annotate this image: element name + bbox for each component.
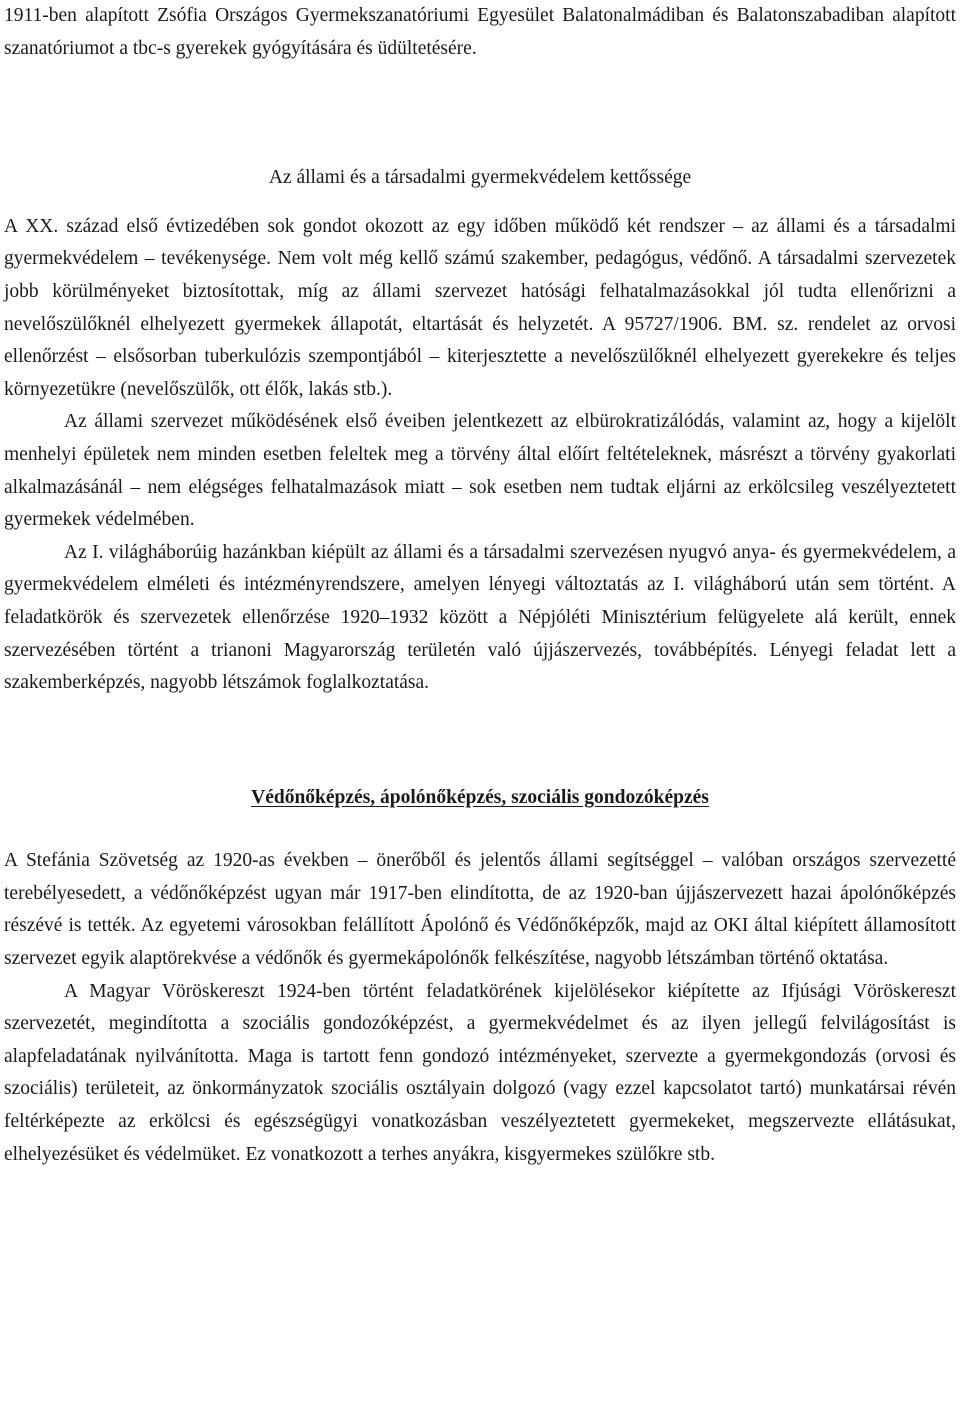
body-paragraph: Az I. világháborúig hazánkban kiépült az állami és a társadalmi szervezésen nyugvó anya- és gyermekvédelem, a gyermekvédelem elméleti és intézményrendszere, amelyen lényegi változtatás az I. világháború után sem történt. A feladatkörök és szervezetek ellenőrzése 1920–1932 között a Népjóléti Minisztérium felügyelete alá került, ennek szervezésében történt a trianoni Magyarország területén való újjászervezés, továbbépítés. Lényegi feladat lett a szakemberképzés, nagyobb létszámok foglalkoztatása. bbox=[4, 541, 956, 694]
intro-paragraph: 1911-ben alapított Zsófia Országos Gyermekszanatóriumi Egyesület Balatonalmádiban és Balatonszabadiban alapított szanatóriumot a tbc-s gyerekek gyógyítására és üdültetésére. bbox=[4, 5, 956, 59]
body-paragraph: A XX. század első évtizedében sok gondot okozott az egy időben működő két rendszer – az állami és a társadalmi gyermekvédelem – tevékenysége. Nem volt még kellő számú szakember, pedagógus, védőnő. A társadalmi szervezetek jobb körülményeket biztosítottak, míg az állami szervezet hatósági felhatalmazásokkal jól tudta ellenőrizni a nevelőszülőknél elhelyezett gyermekek állapotát, eltartását és helyzetét. A 95727/1906. BM. sz. rendelet az orvosi ellenőrzést – elsősorban tuberkulózis szempontjából – kiterjesztette a nevelőszülőknél elhelyezett gyerekekre és teljes környezetükre (nevelőszülők, ott élők, lakás stb.). bbox=[4, 215, 956, 400]
section-heading-nurse-training: Védőnőképzés, ápolónőképzés, szociális gondozóképzés bbox=[251, 786, 709, 808]
body-paragraph: Az állami szervezet működésének első éveiben jelentkezett az elbürokratizálódás, valamint az, hogy a kijelölt menhelyi épületek nem minden esetben feleltek meg a törvény által előírt feltételeknek, másrészt a törvény gyakorlati alkalmazásánál – nem elégséges felhatalmazások miatt – sok esetben nem tudtak eljárni az erkölcsileg veszélyeztetett gyermekek védelmében. bbox=[4, 411, 956, 531]
document-page bbox=[4, 0, 956, 1171]
body-paragraph: A Stefánia Szövetség az 1920-as években – önerőből és jelentős állami segítséggel – valóban országos szervezetté terebélyesedett, a védőnőképzést ugyan már 1917-ben elindította, de az 1920-ban újjászervezett hazai ápolónőképzés részévé is tették. Az egyetemi városokban felállított Ápolónő és Védőnőképzők, majd az OKI által kiépített államosított szervezet egyik alaptörekvése a védőnők és gyermekápolónők felkészítése, nagyobb létszámban történő oktatása. bbox=[4, 850, 956, 970]
body-paragraph: A Magyar Vöröskereszt 1924-ben történt feladatkörének kijelölésekor kiépítette az Ifjúsági Vöröskereszt szervezetét, megindította a szociális gondozóképzést, a gyermekvédelmet és az ilyen jellegű felvilágosítást is alapfeladatának nyilvánította. Maga is tartott fenn gondozó intézményeket, szervezte a gyermekgondozás (orvosi és szociális) területeit, az önkormányzatok szociális osztályain dolgozó (vagy ezzel kapcsolatot tartó) munkatársai révén feltérképezte az erkölcsi és egészségügyi vonatkozásban veszélyeztetett gyermekeket, megszervezte ellátásukat, elhelyezésüket és védelmüket. Ez vonatkozott a terhes anyákra, kisgyermekes szülőkre stb. bbox=[4, 980, 956, 1165]
section-heading-state-and-social-child-protection: Az állami és a társadalmi gyermekvédelem kettőssége bbox=[268, 167, 692, 189]
